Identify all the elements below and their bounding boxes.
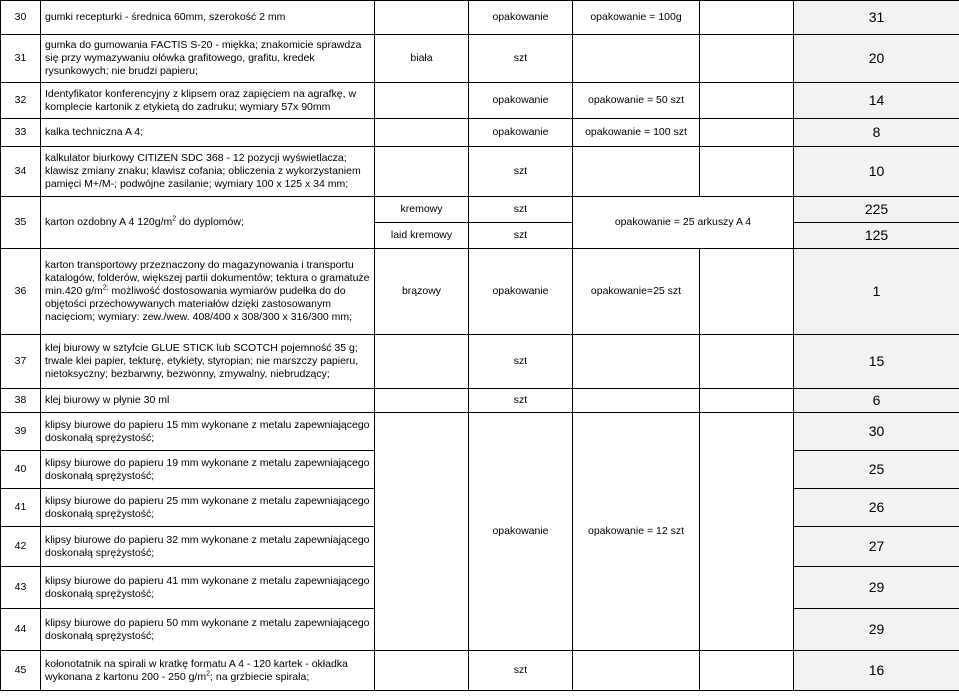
item-description: klipsy biurowe do papieru 32 mm wykonane z metalu zapewniającego doskonałą sprężystość; — [41, 527, 375, 567]
item-pack: opakowanie = 12 szt — [573, 413, 700, 651]
row-number: 41 — [1, 489, 41, 527]
empty-cell — [700, 83, 794, 119]
row-number: 33 — [1, 119, 41, 147]
empty-cell — [700, 119, 794, 147]
row-number: 39 — [1, 413, 41, 451]
item-unit: szt — [469, 335, 573, 389]
item-color — [375, 335, 469, 389]
item-quantity: 1 — [794, 249, 959, 335]
table-row — [1, 197, 959, 223]
item-pack: opakowanie = 50 szt — [573, 83, 700, 119]
empty-cell — [700, 1, 794, 35]
item-unit: szt — [469, 35, 573, 83]
item-quantity: 8 — [794, 119, 959, 147]
item-color — [375, 651, 469, 691]
row-number: 32 — [1, 83, 41, 119]
item-pack — [573, 335, 700, 389]
item-pack — [573, 389, 700, 413]
item-quantity: 29 — [794, 567, 959, 609]
item-quantity: 26 — [794, 489, 959, 527]
item-description: kołonotatnik na spirali w kratkę formatu A 4 - 120 kartek - okładka wykonana z kartonu 200 - 250 $g/m^2$; na grzbiecie spirala; — [41, 651, 375, 691]
item-description: klipsy biurowe do papieru 25 mm wykonane z metalu zapewniającego doskonałą sprężystość; — [41, 489, 375, 527]
item-color — [375, 413, 469, 651]
item-description: Identyfikator konferencyjny z klipsem oraz zapięciem na agrafkę, w komplecie kartonik z etykietą do zadruku; wymiary 57x 90mm — [41, 83, 375, 119]
item-unit: szt — [469, 197, 573, 223]
row-number: 30 — [1, 1, 41, 35]
item-description: karton transportowy przeznaczony do magazynowania i transportu katalogów, folderów, większej partii dokumentów; tektura o gramatuże min.420 $g/m^{2;}$ możliwość dostosowania wymiarów pudełka do do objętości przechowywanych materiałów dzięki zastosowanym nacięciom; wymiary: zew./wew. 408/400 x 308/300 x 316/300 mm; — [41, 249, 375, 335]
item-color — [375, 147, 469, 197]
item-description: klipsy biurowe do papieru 41 mm wykonane z metalu zapewniającego doskonałą sprężystość; — [41, 567, 375, 609]
item-description: klipsy biurowe do papieru 19 mm wykonane z metalu zapewniającego doskonałą sprężystość; — [41, 451, 375, 489]
row-number: 44 — [1, 609, 41, 651]
row-number: 38 — [1, 389, 41, 413]
empty-cell — [700, 35, 794, 83]
item-description: karton ozdobny A 4 $120g/m^2$ do dyplomów; — [41, 197, 375, 249]
item-quantity: 27 — [794, 527, 959, 567]
table-row — [1, 335, 959, 389]
table-row — [1, 389, 959, 413]
empty-cell — [700, 389, 794, 413]
row-number: 40 — [1, 451, 41, 489]
item-quantity: 25 — [794, 451, 959, 489]
empty-cell — [700, 651, 794, 691]
empty-cell — [700, 249, 794, 335]
item-quantity: 31 — [794, 1, 959, 35]
item-color — [375, 389, 469, 413]
table-row — [1, 249, 959, 335]
item-unit: szt — [469, 389, 573, 413]
item-pack: opakowanie=25 szt — [573, 249, 700, 335]
item-description: klej biurowy w płynie 30 ml — [41, 389, 375, 413]
item-unit: opakowanie — [469, 83, 573, 119]
empty-cell — [700, 147, 794, 197]
item-quantity: 125 — [794, 223, 959, 249]
item-quantity: 15 — [794, 335, 959, 389]
item-quantity: 20 — [794, 35, 959, 83]
item-color: laid kremowy — [375, 223, 469, 249]
item-quantity: 16 — [794, 651, 959, 691]
item-pack — [573, 651, 700, 691]
item-unit: opakowanie — [469, 413, 573, 651]
row-number: 36 — [1, 249, 41, 335]
empty-cell — [700, 335, 794, 389]
item-pack: opakowanie = 100g — [573, 1, 700, 35]
table-row — [1, 651, 959, 691]
item-pack — [573, 147, 700, 197]
item-quantity: 29 — [794, 609, 959, 651]
row-number: 34 — [1, 147, 41, 197]
item-pack: opakowanie = 100 szt — [573, 119, 700, 147]
table-row — [1, 119, 959, 147]
table-row — [1, 413, 959, 451]
table-row — [1, 35, 959, 83]
table-row — [1, 147, 959, 197]
item-pack: opakowanie = 25 arkuszy A 4 — [573, 197, 794, 249]
item-quantity: 225 — [794, 197, 959, 223]
table-row — [1, 1, 959, 35]
item-description: klipsy biurowe do papieru 50 mm wykonane z metalu zapewniającego doskonałą sprężystość; — [41, 609, 375, 651]
item-color — [375, 1, 469, 35]
row-number: 45 — [1, 651, 41, 691]
empty-cell — [700, 413, 794, 651]
item-description: klej biurowy w sztyfcie GLUE STICK lub SCOTCH pojemność 35 g; trwale klei papier, tekturę, etykiety, styropian; nie marszczy papieru, nietoksyczny; bezbarwny, bezwonny, zmywalny, niebrudzący; — [41, 335, 375, 389]
item-description: gumka do gumowania FACTIS S-20 - miękka; znakomicie sprawdza się przy wymazywaniu ołówka grafitowego, grafitu, kredek rysunkowych; nie brudzi papieru; — [41, 35, 375, 83]
row-number: 43 — [1, 567, 41, 609]
item-unit: szt — [469, 147, 573, 197]
item-quantity: 10 — [794, 147, 959, 197]
item-quantity: 6 — [794, 389, 959, 413]
item-color — [375, 83, 469, 119]
row-number: 35 — [1, 197, 41, 249]
item-unit: opakowanie — [469, 1, 573, 35]
item-unit: szt — [469, 651, 573, 691]
item-color: kremowy — [375, 197, 469, 223]
item-color — [375, 119, 469, 147]
item-pack — [573, 35, 700, 83]
item-description: gumki recepturki - średnica 60mm, szerokość 2 mm — [41, 1, 375, 35]
table-row — [1, 83, 959, 119]
item-description: kalka techniczna A 4; — [41, 119, 375, 147]
row-number: 37 — [1, 335, 41, 389]
item-color: brązowy — [375, 249, 469, 335]
item-unit: szt — [469, 223, 573, 249]
item-unit: opakowanie — [469, 249, 573, 335]
item-description: klipsy biurowe do papieru 15 mm wykonane z metalu zapewniającego doskonałą sprężystość; — [41, 413, 375, 451]
row-number: 31 — [1, 35, 41, 83]
item-quantity: 30 — [794, 413, 959, 451]
item-description: kalkulator biurkowy CITIZEN SDC 368 - 12 pozycji wyświetlacza; klawisz zmiany znaku; klawisz cofania; obliczenia z wykorzystaniem pamięci M+/M-; podwójne zasilanie; wymiary 100 x 125 x 34 mm; — [41, 147, 375, 197]
item-unit: opakowanie — [469, 119, 573, 147]
item-quantity: 14 — [794, 83, 959, 119]
item-color: biała — [375, 35, 469, 83]
row-number: 42 — [1, 527, 41, 567]
